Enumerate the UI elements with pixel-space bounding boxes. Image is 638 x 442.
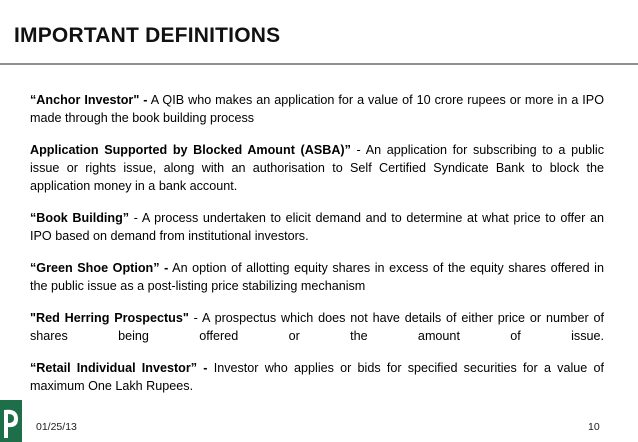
definition-term: Application Supported by Blocked Amount (ASBA)” <box>30 143 351 157</box>
definition-red-herring-prospectus <box>30 309 604 345</box>
definition-term: "Red Herring Prospectus" <box>30 311 189 325</box>
definition-asba <box>30 141 604 195</box>
definition-text: An option of allotting equity shares in excess of the equity shares offered in the public issue as a post-listing price stabilizing mechanism <box>30 261 604 293</box>
definition-term: “Book Building” <box>30 211 130 225</box>
definition-text: A QIB who makes an application for a value of 10 crore rupees or more in a IPO made through the book building process <box>30 93 605 125</box>
definition-term: “Anchor Investor" - <box>30 93 148 107</box>
definition-term: “Green Shoe Option” - <box>30 261 169 275</box>
definition-text: - A prospectus which does not have details of either price or number of shares being offered or the amount of issue. <box>30 311 605 343</box>
definition-book-building <box>30 209 604 245</box>
definition-term: “Retail Individual Investor” - <box>30 361 208 375</box>
slide-date: 01/25/13 <box>36 421 77 433</box>
title-divider <box>0 63 638 65</box>
page-title: IMPORTANT DEFINITIONS <box>14 24 281 47</box>
definitions-list <box>30 91 604 409</box>
definition-green-shoe-option <box>30 259 604 295</box>
definition-text: - A process undertaken to elicit demand and to determine at what price to offer an IPO based on demand from institutional investors. <box>30 211 604 243</box>
company-logo-icon <box>0 400 22 442</box>
page-number: 10 <box>588 421 600 433</box>
definition-text: Investor who applies or bids for specified securities for a value of maximum One Lakh Rupees. <box>30 361 604 393</box>
definition-retail-individual-investor <box>30 359 604 395</box>
definition-anchor-investor <box>30 91 604 127</box>
footer <box>0 408 638 442</box>
definition-text: - An application for subscribing to a public issue or rights issue, along with an authorisation to Self Certified Syndicate Bank to block the application money in a bank account. <box>30 143 604 193</box>
